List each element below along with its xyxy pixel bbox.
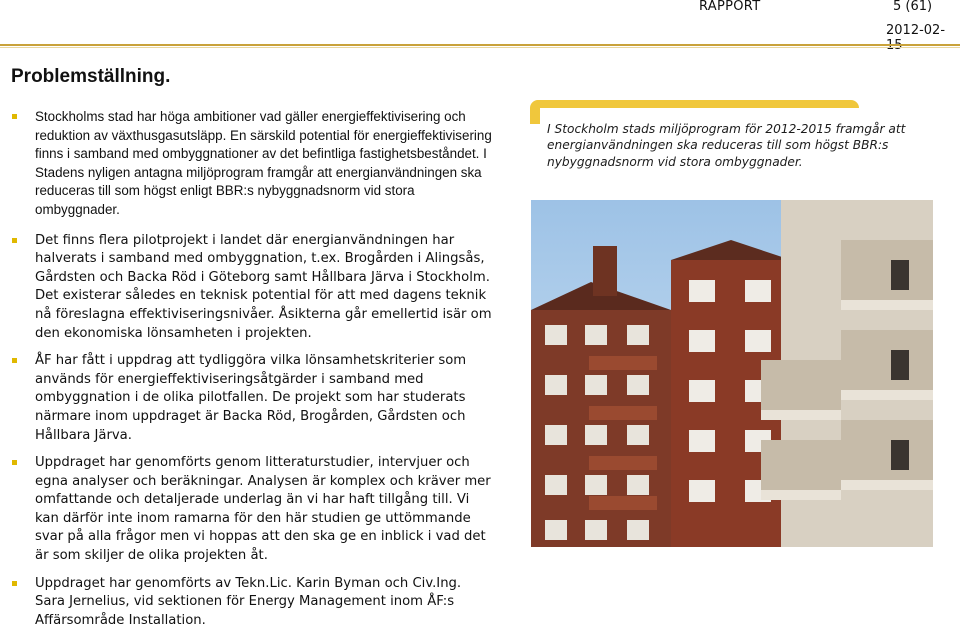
report-date: 2012-02- — [886, 23, 946, 38]
bullet-icon — [12, 581, 17, 586]
list-item-text: ÅF har fått i uppdrag att tydliggöra vilka lönsamhetskriterier som används för energieffektiviseringsåtgärder i samband med ombyggnation i de olika pilotfallen. De projekt som har studerats närmare inom uppdraget är Backa Röd, Brogården, Gårdsten och Hållbara Järva. — [35, 353, 467, 443]
bullet-icon — [12, 238, 17, 243]
list-item — [12, 454, 492, 566]
sidebar-accent-corner — [530, 100, 540, 124]
section-title: Problemställning. — [11, 66, 171, 87]
report-label: RAPPORT — [699, 0, 761, 14]
sidebar-accent-bar — [531, 100, 859, 108]
bullet-icon — [12, 460, 17, 465]
header-divider-light — [0, 47, 960, 48]
list-item-text: Uppdraget har genomförts genom litteraturstudier, intervjuer och egna analyser och beräkningar. Analysen är komplex och kräver mer omfattande och detaljerade underlag än vi har haft tillgång till. Vi kan därför inte inom ramarna för den här studien ge uttömmande svar på alla frågor men vi hoppas att den ska ge en inblick i vad det är som skiljer de olika projekten åt. — [35, 455, 491, 564]
page-number: 5 (61) — [893, 0, 933, 14]
list-item-text: Stockholms stad har höga ambitioner vad gäller energieffektivisering och reduktion av växthusgasutsläpp. En särskild potential för energieffektivisering finns i samband med ombyggnationer av det befintliga fastighetsbeståndet. I Stadens nyligen antagna miljöprogram framgår att energianvändningen ska reduceras till som högst enligt BBR:s nybyggnadsnorm vid stora ombyggnader. — [35, 109, 492, 217]
sidebar-caption: I Stockholm stads miljöprogram för 2012-2015 framgår att energianvändningen ska reduceras till som högst BBR:s nybyggnadsnorm vid stora ombyggnader. — [547, 122, 906, 169]
building-photo — [531, 200, 933, 547]
bullet-list — [12, 108, 492, 639]
list-item — [12, 575, 492, 631]
list-item — [12, 352, 492, 445]
apartment-buildings-image — [531, 200, 933, 547]
list-item-text: Det finns flera pilotprojekt i landet där energianvändningen har halverats i samband med ombyggnation, t.ex. Brogården i Alingsås, Gårdsten och Backa Röd i Göteborg samt Hållbara Järva i Stockholm. Det existerar således en teknisk potential för att med dagens teknik nå föreslagna effektiviseringsnivåer. Åsikterna går emellertid isär om den ekonomiska lönsamheten i projekten. — [35, 232, 492, 341]
bullet-icon — [12, 358, 17, 363]
page-header — [0, 0, 960, 38]
list-item — [12, 108, 492, 220]
list-item — [12, 232, 492, 344]
bullet-icon — [12, 114, 17, 119]
header-divider — [0, 44, 960, 46]
list-item-text: Uppdraget har genomförts av Tekn.Lic. Karin Byman och Civ.Ing. Sara Jernelius, vid sektionen för Energy Management inom ÅF:s Affärsområde Installation. — [35, 575, 462, 628]
